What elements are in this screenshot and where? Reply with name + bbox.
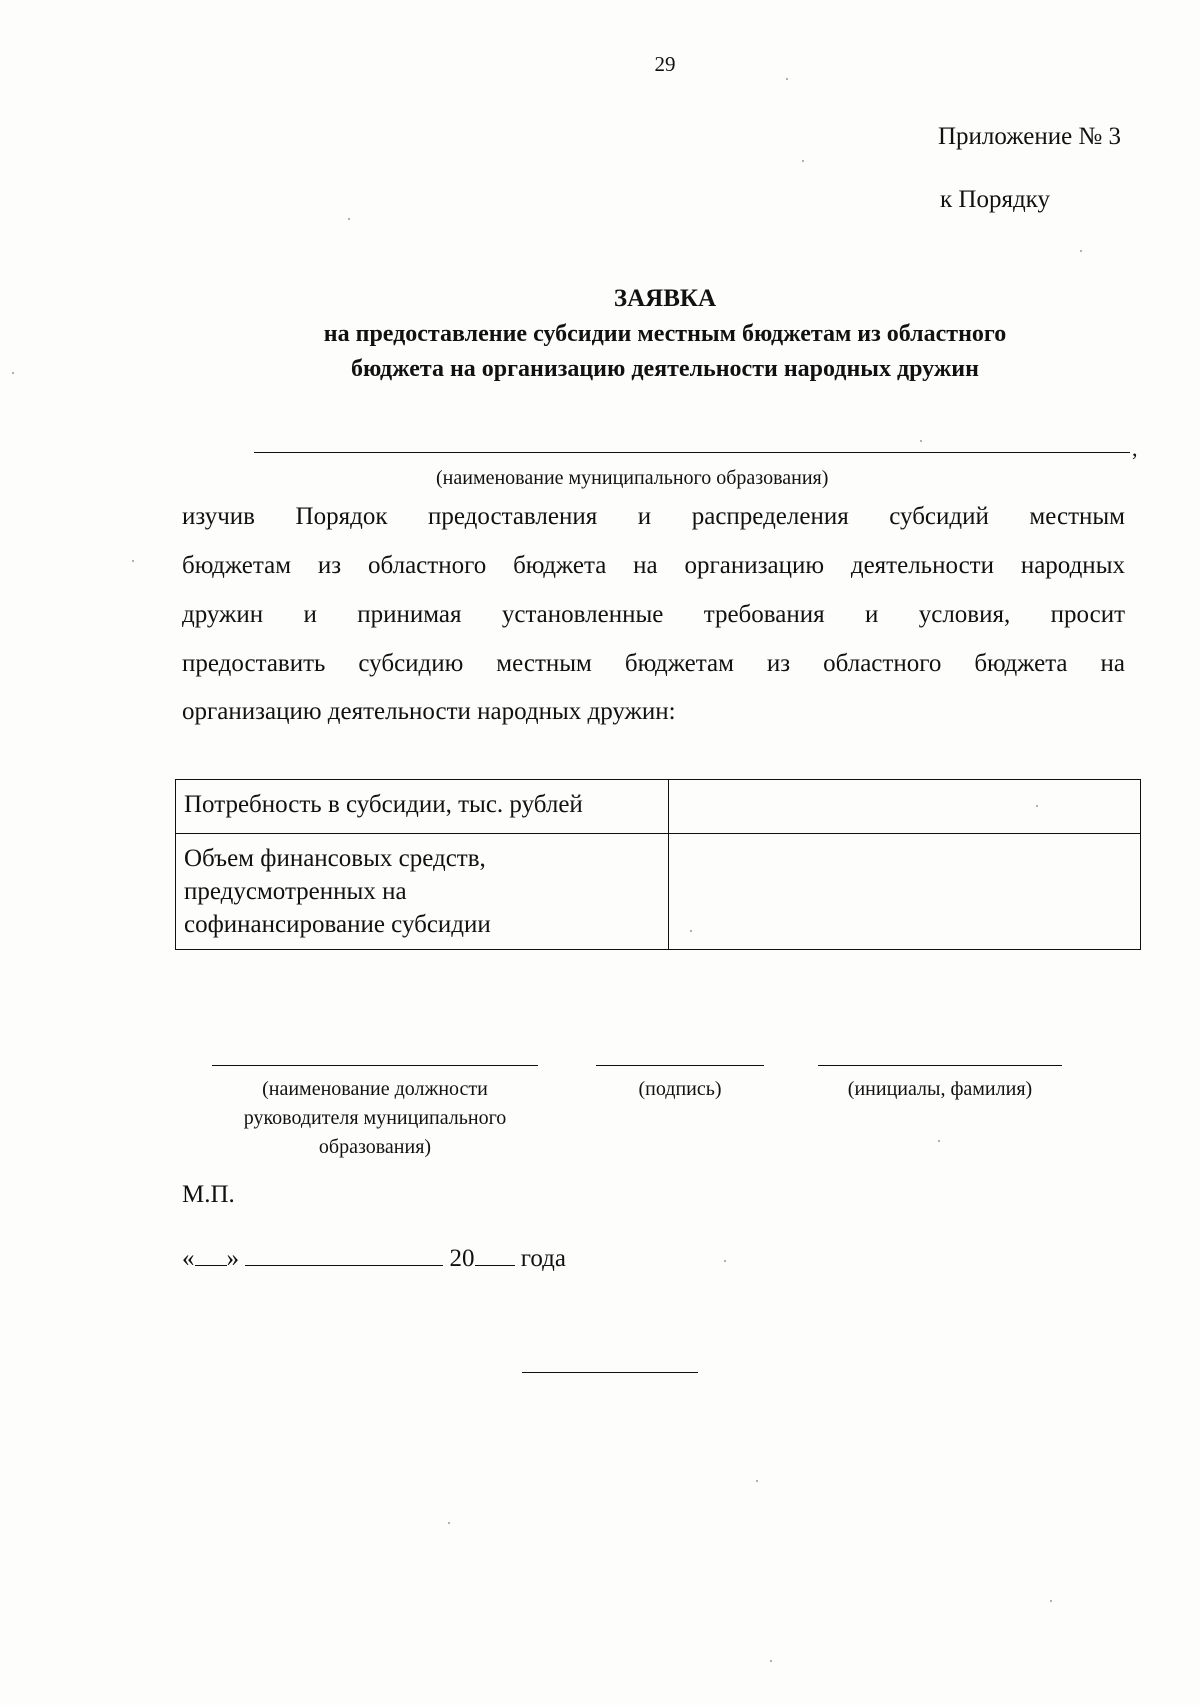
- table-row: [176, 834, 1141, 950]
- subsidy-need-value-cell[interactable]: [669, 780, 1141, 834]
- body-text-line: изучив Порядок предоставления и распределения субсидий местным: [182, 503, 1125, 530]
- document-subtitle-line-1: на предоставление субсидии местным бюджетам из областного: [323, 321, 1007, 347]
- end-separator: [522, 1372, 698, 1373]
- scan-speck: [1080, 250, 1082, 252]
- cofinancing-volume-label: [176, 834, 669, 950]
- date-close-quote: »: [226, 1245, 239, 1272]
- signature-line[interactable]: [596, 1065, 764, 1066]
- date-day-field[interactable]: [195, 1243, 227, 1266]
- body-text-line: дружин и принимая установленные требования и условия, просит: [182, 601, 1125, 628]
- scan-speck: [448, 1522, 450, 1524]
- document-title: ЗАЯВКА: [613, 285, 717, 312]
- body-text-line: организацию деятельности народных дружин:: [182, 698, 676, 725]
- appendix-reference: к Порядку: [940, 186, 1050, 213]
- scan-speck: [690, 930, 692, 932]
- scan-speck: [786, 78, 788, 80]
- municipality-field-caption: (наименование муниципального образования): [436, 467, 829, 489]
- name-signature-line[interactable]: [818, 1065, 1062, 1066]
- scan-speck: [1036, 805, 1038, 807]
- date-year-prefix: 20: [449, 1245, 475, 1272]
- position-caption: [197, 1075, 553, 1162]
- scan-speck: [724, 1260, 726, 1262]
- position-caption-line: образования): [318, 1136, 432, 1158]
- cofinancing-label-line: Объем финансовых средств,: [184, 845, 486, 872]
- date-line: [182, 1243, 566, 1273]
- cofinancing-label-line: софинансирование субсидии: [184, 911, 491, 938]
- subsidy-request-table: [175, 779, 1141, 950]
- subsidy-need-label: Потребность в субсидии, тыс. рублей: [176, 780, 669, 834]
- scan-speck: [920, 440, 922, 442]
- scan-speck: [770, 1660, 772, 1662]
- position-caption-line: руководителя муниципального: [243, 1107, 507, 1129]
- date-suffix: года: [520, 1245, 566, 1272]
- municipality-field-comma: ,: [1132, 436, 1138, 461]
- table-row: [176, 780, 1141, 834]
- scan-speck: [348, 218, 350, 220]
- page-number: 29: [654, 52, 676, 76]
- cofinancing-label-line: предусмотренных на: [184, 878, 407, 905]
- scan-speck: [938, 1140, 940, 1142]
- stamp-placeholder: М.П.: [182, 1181, 235, 1208]
- municipality-name-field[interactable]: [254, 452, 1130, 453]
- scan-speck: [1050, 1600, 1052, 1602]
- date-open-quote: «: [182, 1245, 195, 1272]
- body-text-line: бюджетам из областного бюджета на организацию деятельности народных: [182, 552, 1125, 579]
- body-text-line: предоставить субсидию местным бюджетам из областного бюджета на: [182, 650, 1125, 677]
- document-subtitle-line-2: бюджета на организацию деятельности народных дружин: [351, 356, 979, 382]
- scan-speck: [802, 160, 804, 162]
- signature-caption: (подпись): [638, 1078, 722, 1100]
- name-caption: (инициалы, фамилия): [847, 1078, 1033, 1100]
- scan-speck: [132, 560, 134, 562]
- scan-speck: [756, 1480, 758, 1482]
- position-signature-line[interactable]: [212, 1065, 538, 1066]
- cofinancing-volume-value-cell[interactable]: [669, 834, 1141, 950]
- appendix-number: Приложение № 3: [938, 123, 1122, 150]
- date-year-field[interactable]: [475, 1243, 515, 1266]
- position-caption-line: (наименование должности: [262, 1078, 488, 1100]
- date-month-field[interactable]: [245, 1243, 443, 1266]
- scan-speck: [12, 372, 14, 374]
